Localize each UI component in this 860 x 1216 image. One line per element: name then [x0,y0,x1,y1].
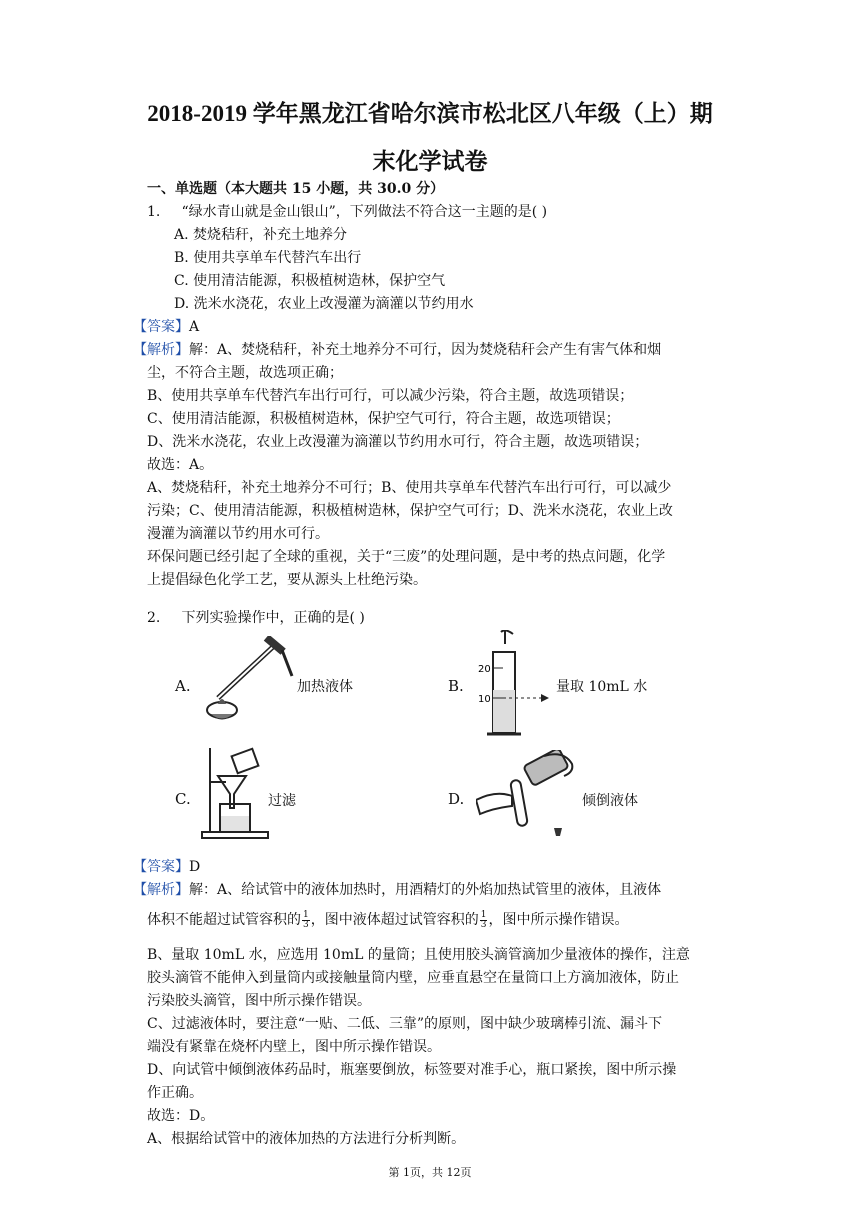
filtration-figure [200,746,272,842]
question-text: “绿水青山就是金山银山”，下列做法不符合这一主题的是( ) [181,204,548,220]
heating-liquid-figure [204,636,294,726]
analysis-text: D、洗米水浇花，农业上改漫灌为滴灌以节约用水可行，符合主题，故选项错误； [147,434,649,450]
analysis-text: 上提倡绿色化学工艺，要从源头上杜绝污染。 [147,572,427,588]
analysis-text-fraction-line [147,910,628,930]
analysis-text: D、向试管中倾倒液体药品时，瓶塞要倒放，标签要对准手心，瓶口紧挨，图中所示操 [147,1062,677,1078]
analysis-text: A、焚烧秸秆，补充土地养分不可行；B、使用共享单车代替汽车出行可行，可以减少 [147,480,672,496]
option-c-caption: 过滤 [268,793,296,809]
option-a-letter: A. [175,677,191,695]
fraction-numerator: 1 [303,909,309,920]
option-b-caption: 量取 10mL 水 [556,679,648,695]
analysis-text: B、使用共享单车代替汽车出行可行，可以减少污染，符合主题，故选项错误； [147,388,634,404]
analysis-text: 故选：D。 [147,1108,215,1124]
fraction-denominator: 3 [303,919,309,930]
analysis-text: 作正确。 [147,1085,203,1101]
graduated-cylinder-figure [473,630,553,740]
answer-value: A [189,319,200,335]
analysis-text: 尘，不符合主题，故选项正确； [147,365,343,381]
analysis-text: 解：A、焚烧秸秆，补充土地养分不可行，因为焚烧秸秆会产生有害气体和烟 [189,342,662,358]
cylinder-mark-20: 20 [478,664,491,675]
analysis-text: 胶头滴管不能伸入到量筒内或接触量筒内壁，应垂直悬空在量筒口上方滴加液体，防止 [147,970,679,986]
question-number: 2. [147,610,161,626]
analysis-text: ，图中液体超过试管容积的 [310,912,479,928]
answer-line [133,857,200,877]
analysis-tag: 【解析】 [133,882,189,898]
option-c: C. 使用清洁能源，积极植树造林，保护空气 [174,273,446,289]
fraction-denominator: 3 [480,919,487,930]
option-b-letter: B. [448,677,464,695]
analysis-text: ，图中所示操作错误。 [488,912,629,928]
question-1-stem [147,202,547,222]
analysis-line [133,340,661,360]
analysis-text: 污染；C、使用清洁能源，积极植树造林，保护空气可行；D、洗米水浇花，农业上改 [147,503,673,519]
analysis-text: 体积不能超过试管容积的 [147,912,301,928]
fraction-one-third [302,911,310,930]
option-b: B. 使用共享单车代替汽车出行 [174,250,362,266]
answer-tag: 【答案】 [133,859,189,875]
analysis-text: C、使用清洁能源，积极植树造林，保护空气可行，符合主题，故选项错误； [147,411,620,427]
analysis-text: 故选：A。 [147,457,214,473]
section-heading: 一、单选题（本大题共 15 小题，共 30.0 分） [147,181,445,197]
answer-tag: 【答案】 [133,319,189,335]
analysis-text: 污染胶头滴管，图中所示操作错误。 [147,993,371,1009]
option-a: A. 焚烧秸秆，补充土地养分 [174,227,348,243]
page-footer: 第 1页，共 12页 [388,1166,472,1179]
exam-title-line2: 末化学试卷 [372,149,488,174]
analysis-text: 解：A、给试管中的液体加热时，用酒精灯的外焰加热试管里的液体，且液体 [189,882,662,898]
option-d: D. 洗米水浇花，农业上改漫灌为滴灌以节约用水 [174,296,474,312]
exam-title-line1: 2018-2019 学年黑龙江省哈尔滨市松北区八年级（上）期 [147,101,713,126]
analysis-text: B、量取 10mL 水，应选用 10mL 的量筒；且使用胶头滴管滴加少量液体的操作，注意 [147,947,690,963]
option-c-letter: C. [175,790,191,808]
option-d-letter: D. [448,790,465,808]
question-2-stem [147,608,365,628]
option-d-caption: 倾倒液体 [582,793,638,809]
option-a-caption: 加热液体 [297,679,353,695]
analysis-text: 端没有紧靠在烧杯内壁上，图中所示操作错误。 [147,1039,441,1055]
analysis-text: A、根据给试管中的液体加热的方法进行分析判断。 [147,1131,466,1147]
analysis-text: 环保问题已经引起了全球的重视，关于“三废”的处理问题，是中考的热点问题，化学 [147,549,666,565]
cylinder-mark-10: 10 [478,694,491,705]
answer-value: D [189,859,201,875]
question-number: 1. [147,204,161,220]
analysis-text: 漫灌为滴灌以节约用水可行。 [147,526,329,542]
answer-line [133,317,199,337]
analysis-text: C、过滤液体时，要注意“一贴、二低、三靠”的原则，图中缺少玻璃棒引流、漏斗下 [147,1016,663,1032]
question-text: 下列实验操作中，正确的是( ) [181,610,365,626]
analysis-tag: 【解析】 [133,342,189,358]
fraction-numerator: 1 [480,909,487,920]
pouring-liquid-figure [476,750,578,840]
analysis-line [133,880,661,900]
fraction-one-third [480,911,488,930]
